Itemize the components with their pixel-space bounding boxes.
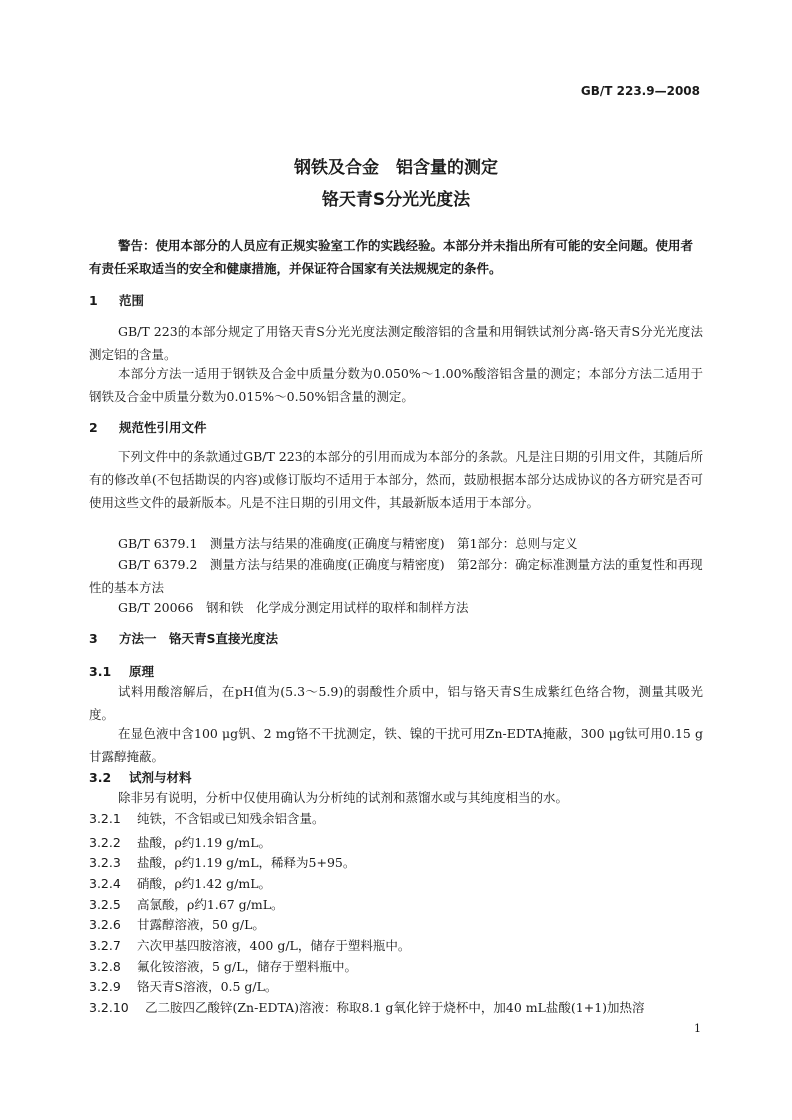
- reagent-item: [89, 853, 355, 871]
- item-number: 3.2.6: [89, 917, 121, 932]
- safety-warning: 警告：使用本部分的人员应有正规实验室工作的实践经验。本部分并未指出所有可能的安全问题。使用者有责任采取适当的安全和健康措施，并保证符合国家有关法规规定的条件。: [89, 238, 694, 276]
- standard-number: GB/T 223.9—2008: [580, 84, 700, 98]
- item-text: 盐酸，ρ约1.19 g/mL。: [137, 835, 272, 850]
- reagent-item: [89, 809, 325, 827]
- section-number: 2: [89, 420, 98, 435]
- reagent-item: [89, 833, 271, 851]
- reagent-item: [89, 957, 357, 975]
- item-number: 3.2.2: [89, 835, 121, 850]
- item-number: 3.2.7: [89, 938, 121, 953]
- section-3-heading: [89, 629, 278, 647]
- item-number: 3.2.3: [89, 855, 121, 870]
- reference-item: GB/T 6379.1 测量方法与结果的准确度(正确度与精密度) 第1部分：总则与定义: [118, 536, 578, 551]
- reagent-item: [89, 915, 265, 933]
- subsection-3-2-heading: [89, 768, 192, 786]
- subsection-3-1-heading: [89, 662, 154, 680]
- item-text: 甘露醇溶液，50 g/L。: [137, 917, 265, 932]
- item-number: 3.2.8: [89, 959, 121, 974]
- reference-item: GB/T 20066 钢和铁 化学成分测定用试样的取样和制样方法: [118, 600, 469, 615]
- document-title-line1: 钢铁及合金 铝含量的测定: [294, 158, 498, 178]
- item-text: 乙二胺四乙酸锌(Zn-EDTA)溶液：称取8.1 g氧化锌于烧杯中，加40 mL盐酸(1+1)加热溶: [145, 1000, 645, 1015]
- subsection-title: 原理: [129, 664, 155, 679]
- item-number: 3.2.5: [89, 897, 121, 912]
- section-title: 规范性引用文件: [119, 420, 207, 435]
- item-text: 氟化铵溶液，5 g/L，储存于塑料瓶中。: [137, 959, 357, 974]
- reagents-intro-paragraph: 除非另有说明，分析中仅使用确认为分析纯的试剂和蒸馏水或与其纯度相当的水。: [118, 790, 569, 805]
- subsection-number: 3.1: [89, 664, 112, 679]
- section-title: 方法一 铬天青S直接光度法: [119, 631, 279, 646]
- item-text: 硝酸，ρ约1.42 g/mL。: [137, 876, 272, 891]
- reference-item: GB/T 6379.2 测量方法与结果的准确度(正确度与精密度) 第2部分：确定标准测量方法的重复性和再现性的基本方法: [89, 557, 703, 595]
- item-number: 3.2.4: [89, 876, 121, 891]
- item-text: 盐酸，ρ约1.19 g/mL，稀释为5+95。: [137, 855, 356, 870]
- item-text: 铬天青S溶液，0.5 g/L。: [137, 979, 278, 994]
- section-2-heading: [89, 418, 207, 436]
- section-1-heading: [89, 291, 144, 309]
- principle-paragraph-1: 试料用酸溶解后，在pH值为(5.3～5.9)的弱酸性介质中，铝与铬天青S生成紫红色络合物，测量其吸光度。: [89, 684, 703, 722]
- subsection-number: 3.2: [89, 770, 112, 785]
- item-text: 高氯酸，ρ约1.67 g/mL。: [137, 897, 284, 912]
- reagent-item: [89, 874, 271, 892]
- item-number: 3.2.9: [89, 979, 121, 994]
- item-number: 3.2.1: [89, 811, 121, 826]
- principle-paragraph-2: 在显色液中含100 μg钒、2 mg铬不干扰测定，铁、镍的干扰可用Zn-EDTA掩蔽，300 μg钛可用0.15 g甘露醇掩蔽。: [89, 726, 703, 764]
- scope-paragraph-1: GB/T 223的本部分规定了用铬天青S分光光度法测定酸溶铝的含量和用铜铁试剂分离-铬天青S分光光度法测定铝的含量。: [89, 324, 703, 362]
- page-number: 1: [694, 1022, 701, 1035]
- section-number: 1: [89, 293, 98, 308]
- section-title: 范围: [119, 293, 145, 308]
- scope-paragraph-2: 本部分方法一适用于钢铁及合金中质量分数为0.050%～1.00%酸溶铝含量的测定；本部分方法二适用于钢铁及合金中质量分数为0.015%～0.50%铝含量的测定。: [89, 366, 703, 404]
- item-number: 3.2.10: [89, 1000, 129, 1015]
- item-text: 纯铁，不含铝或已知残余铝含量。: [137, 811, 325, 826]
- reagent-item: [89, 936, 410, 954]
- references-paragraph: 下列文件中的条款通过GB/T 223的本部分的引用而成为本部分的条款。凡是注日期的引用文件，其随后所有的修改单(不包括勘误的内容)或修订版均不适用于本部分，然而，鼓励根据本部分达成协议的各方研究是否可使用这些文件的最新版本。凡是不注日期的引用文件，其最新版本适用于本部分。: [89, 449, 703, 510]
- reagent-item: [89, 998, 645, 1016]
- item-text: 六次甲基四胺溶液，400 g/L，储存于塑料瓶中。: [137, 938, 411, 953]
- reagent-item: [89, 977, 277, 995]
- section-number: 3: [89, 631, 98, 646]
- document-title-line2: 铬天青S分光光度法: [321, 190, 471, 210]
- reagent-item: [89, 895, 284, 913]
- subsection-title: 试剂与材料: [129, 770, 192, 785]
